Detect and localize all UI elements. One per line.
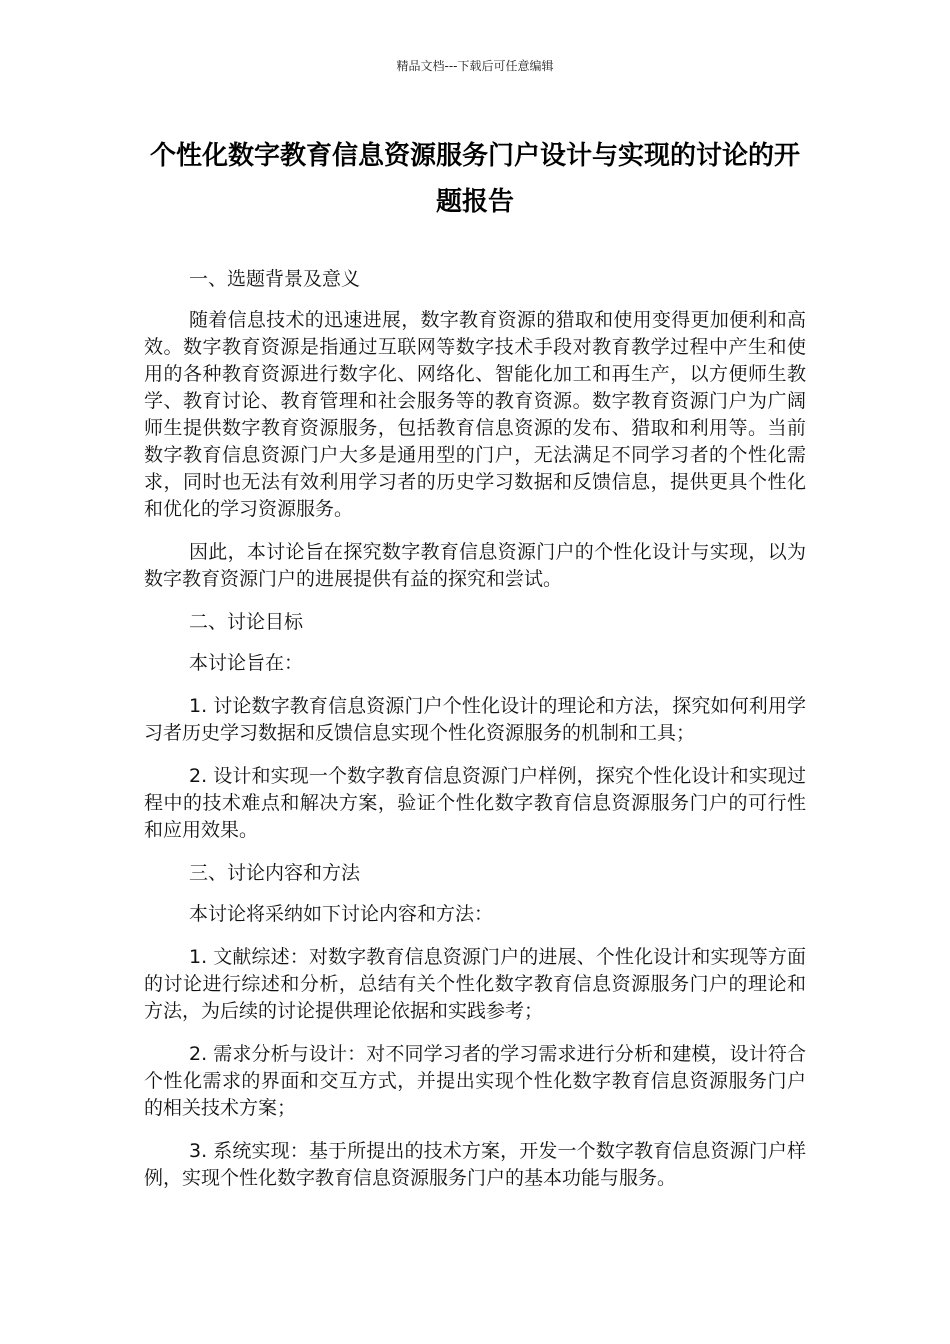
document-body	[144, 266, 806, 1208]
list-item-goal-2: 2. 设计和实现一个数字教育信息资源门户样例，探究个性化设计和实现过程中的技术难点和解决方案，验证个性化数字教育信息资源服务门户的可行性和应用效果。	[144, 765, 806, 841]
paragraph-background: 随着信息技术的迅速进展，数字教育资源的猎取和使用变得更加便利和高效。数字教育资源是指通过互联网等数字技术手段对教育教学过程中产生和使用的各种教育资源进行数字化、网络化、智能化加工和再生产，以方便师生教学、教育讨论、教育管理和社会服务等的教育资源。数字教育资源门户为广阔师生提供数字教育资源服务，包括教育信息资源的发布、猎取和利用等。当前数字教育信息资源门户大多是通用型的门户，无法满足不同学习者的个性化需求，同时也无法有效利用学习者的历史学习数据和反馈信息，提供更具个性化和优化的学习资源服务。	[144, 309, 806, 520]
section-heading-background: 一、选题背景及意义	[189, 268, 361, 290]
list-item-goal-1: 1. 讨论数字教育信息资源门户个性化设计的理论和方法，探究如何利用学习者历史学习数据和反馈信息实现个性化资源服务的机制和工具；	[144, 695, 806, 744]
list-item-method-3: 3. 系统实现：基于所提出的技术方案，开发一个数字教育信息资源门户样例，实现个性化数字教育信息资源服务门户的基本功能与服务。	[144, 1140, 806, 1189]
paragraph-goals-intro: 本讨论旨在：	[189, 652, 304, 674]
document-title: 个性化数字教育信息资源服务门户设计与实现的讨论的开题报告	[149, 141, 800, 217]
section-heading-goals: 二、讨论目标	[189, 611, 304, 633]
header-note: 精品文档---下载后可任意编辑	[396, 59, 554, 73]
paragraph-methods-intro: 本讨论将采纳如下讨论内容和方法：	[189, 903, 494, 925]
section-heading-methods: 三、讨论内容和方法	[189, 862, 361, 884]
paragraph-purpose: 因此，本讨论旨在探究数字教育信息资源门户的个性化设计与实现，以为数字教育资源门户的进展提供有益的探究和尝试。	[144, 541, 806, 590]
list-item-method-2: 2. 需求分析与设计：对不同学习者的学习需求进行分析和建模，设计符合个性化需求的界面和交互方式，并提出实现个性化数字教育信息资源服务门户的相关技术方案；	[144, 1043, 806, 1119]
list-item-method-1: 1. 文献综述：对数字教育信息资源门户的进展、个性化设计和实现等方面的讨论进行综述和分析，总结有关个性化数字教育信息资源服务门户的理论和方法，为后续的讨论提供理论依据和实践参考；	[144, 946, 806, 1022]
